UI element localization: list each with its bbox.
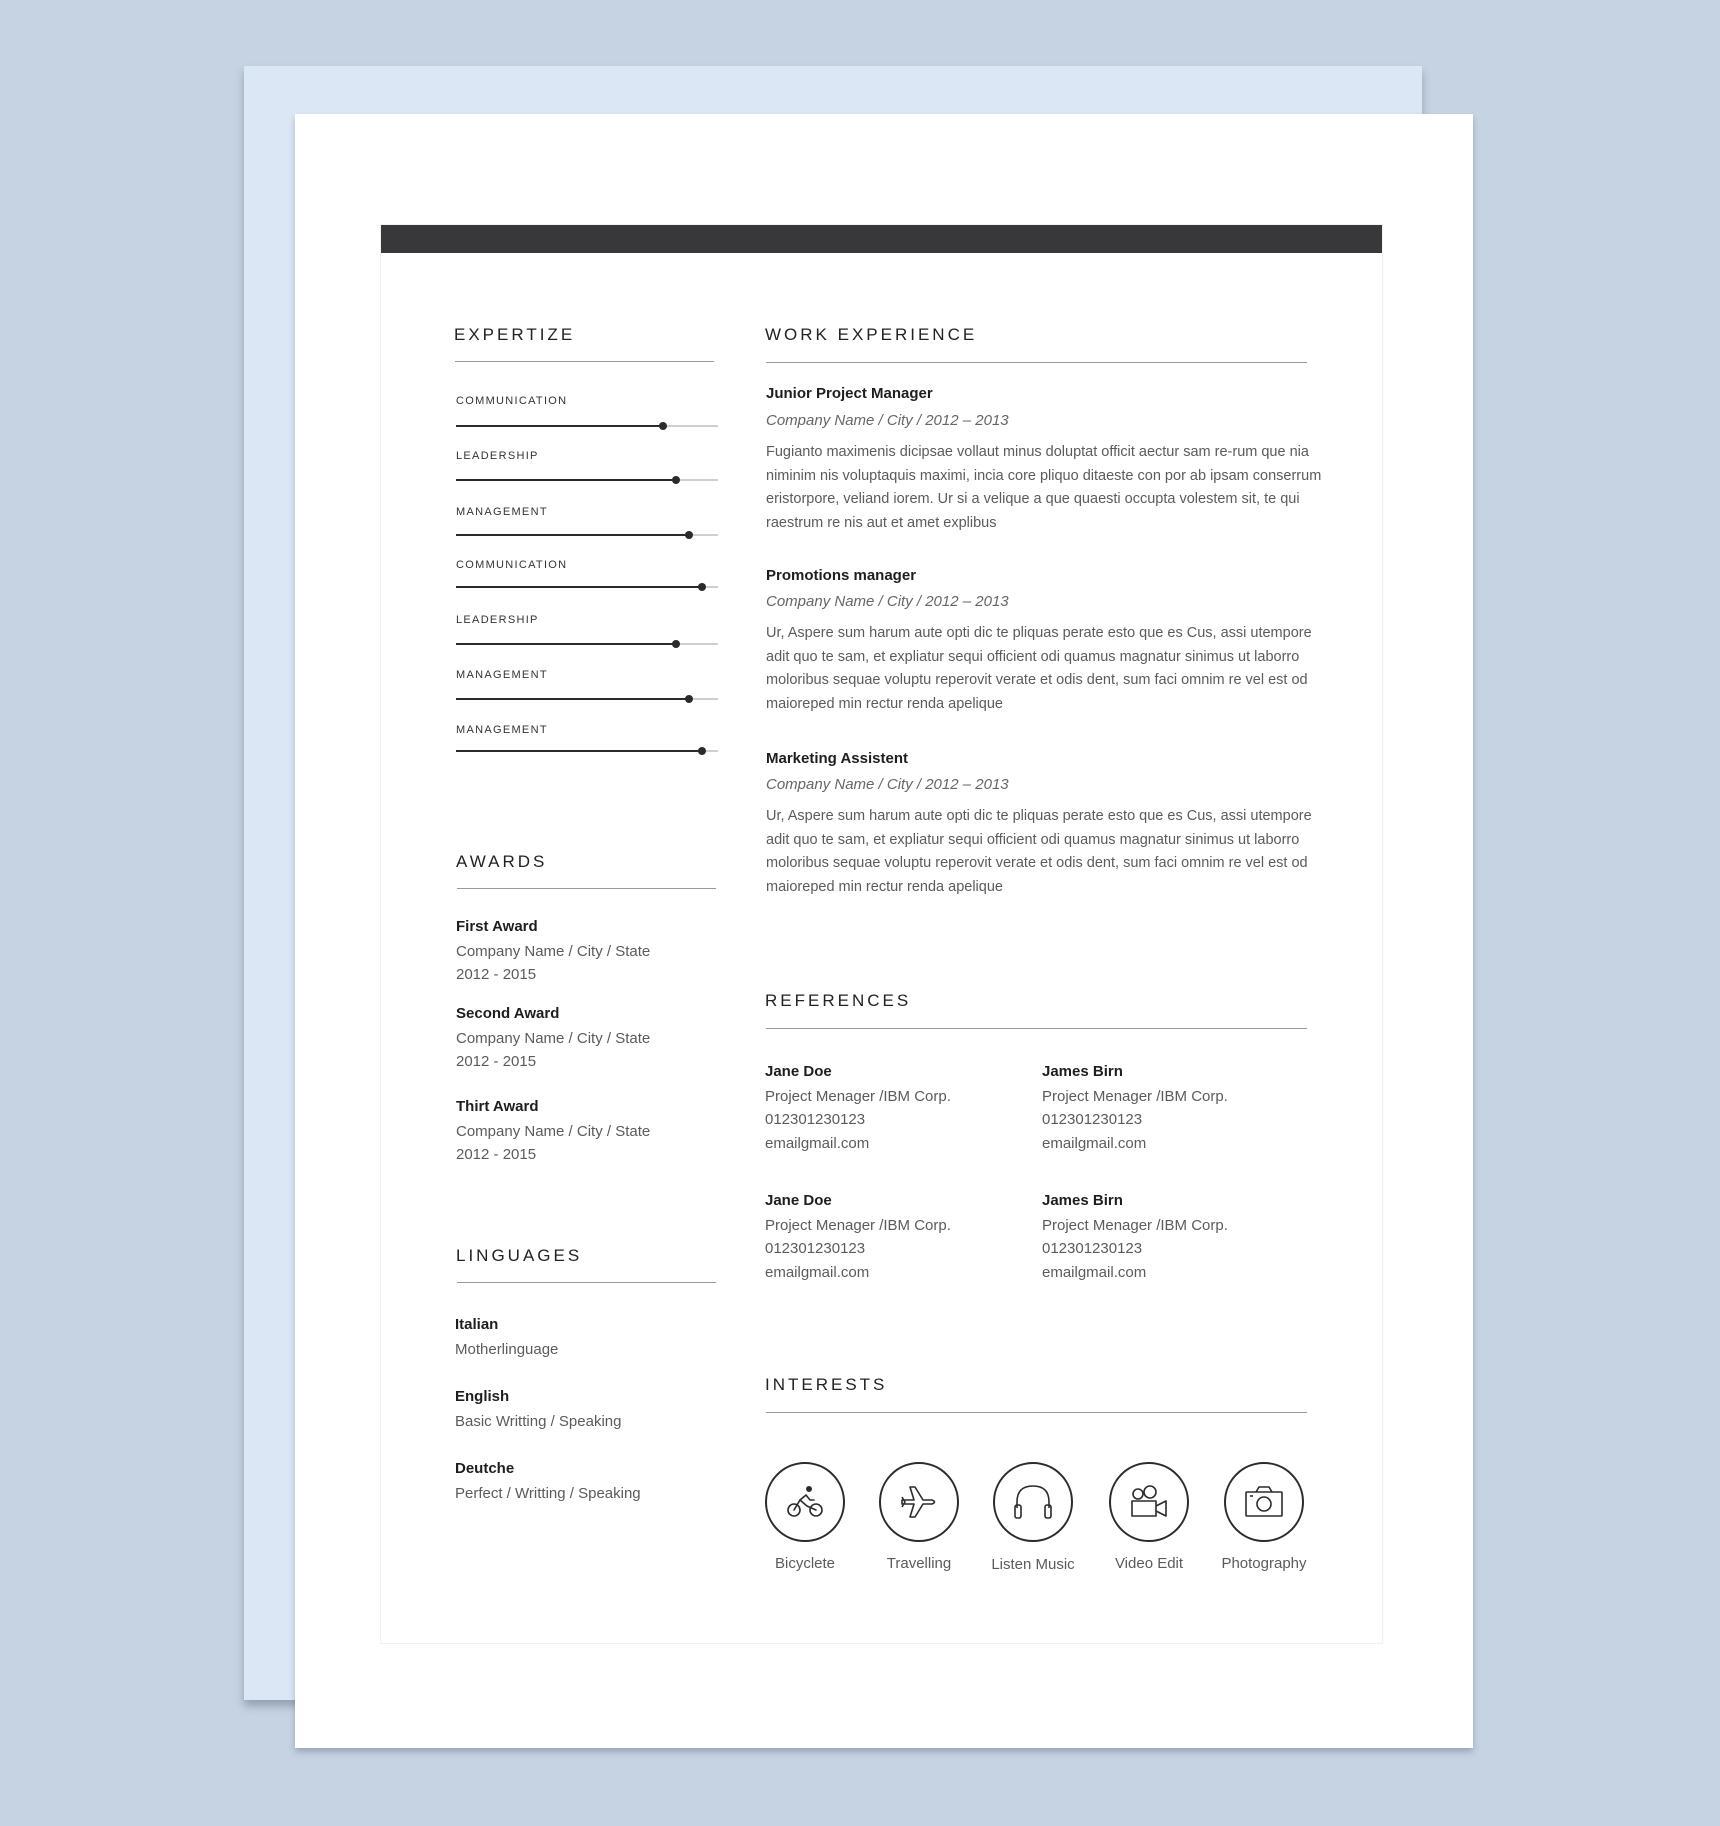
skill-bar-handle — [659, 422, 667, 430]
interest-label: Video Edit — [1114, 1555, 1184, 1572]
skill-bar-fill — [456, 425, 663, 427]
references-heading: REFERENCES — [765, 991, 912, 1010]
skill-bar-handle — [672, 476, 680, 484]
job-title: Promotions manager — [766, 567, 917, 584]
job-description: Fugianto maximenis dicipsae vollaut minus doluptat officit aectur sam re-rum que nia niminim nis voluptaquis maximi, incia core pliquo ditaeste con por ab ipsam conserrum eristorpore, veliand iorem. Ur si a velique a que quaesti occupta volestem sit, te qui raestrum re nis aut et amet explibus — [766, 444, 1322, 531]
interest-label: Listen Music — [991, 1556, 1075, 1573]
reference-name: James Birn — [1042, 1063, 1123, 1080]
language-level: Motherlinguage — [455, 1341, 559, 1358]
reference-phone: 012301230123 — [1042, 1111, 1143, 1128]
skill-bar-handle — [685, 531, 693, 539]
job-company: Company Name / City / 2012 – 2013 — [766, 776, 1009, 793]
reference-name: James Birn — [1042, 1192, 1123, 1209]
award-title: Second Award — [456, 1005, 560, 1022]
skill-label: MANAGEMENT — [456, 724, 548, 736]
reference-email: emailgmail.com — [1042, 1264, 1147, 1281]
skill-label: LEADERSHIP — [456, 450, 539, 462]
reference-role: Project Menager /IBM Corp. — [1042, 1088, 1228, 1105]
header-bar — [381, 225, 1382, 253]
language-name: Italian — [455, 1316, 499, 1333]
skill-bar-fill — [456, 750, 702, 752]
skill-bar — [456, 586, 718, 588]
skill-bar-fill — [456, 586, 702, 588]
resume-content — [380, 224, 1383, 1644]
award-company: Company Name / City / State — [456, 1123, 651, 1140]
language-level: Perfect / Writting / Speaking — [455, 1485, 641, 1502]
reference-name: Jane Doe — [765, 1192, 832, 1209]
awards-rule — [457, 888, 716, 889]
reference-email: emailgmail.com — [765, 1135, 870, 1152]
reference-phone: 012301230123 — [765, 1240, 866, 1257]
job-title: Marketing Assistent — [766, 750, 908, 767]
reference-phone: 012301230123 — [765, 1111, 866, 1128]
language-name: English — [455, 1388, 510, 1405]
interest-label: Travelling — [886, 1555, 952, 1572]
skill-bar-handle — [698, 583, 706, 591]
reference-role: Project Menager /IBM Corp. — [765, 1217, 951, 1234]
reference-role: Project Menager /IBM Corp. — [765, 1088, 951, 1105]
bicycle-icon — [765, 1462, 845, 1542]
job-company: Company Name / City / 2012 – 2013 — [766, 412, 1009, 429]
award-years: 2012 - 2015 — [456, 1146, 537, 1163]
award-title: First Award — [456, 918, 538, 935]
skill-bar — [456, 479, 718, 481]
expertize-rule — [455, 361, 714, 362]
skill-bar-fill — [456, 698, 689, 700]
skill-bar-handle — [685, 695, 693, 703]
interests-heading: INTERESTS — [765, 1375, 888, 1394]
skill-bar — [456, 750, 718, 752]
skill-label: LEADERSHIP — [456, 614, 539, 626]
job-company: Company Name / City / 2012 – 2013 — [766, 593, 1009, 610]
skill-bar-handle — [698, 747, 706, 755]
work-experience-rule — [766, 362, 1307, 363]
skill-bar — [456, 643, 718, 645]
skill-label: MANAGEMENT — [456, 506, 548, 518]
language-level: Basic Writting / Speaking — [455, 1413, 622, 1430]
skill-label: MANAGEMENT — [456, 669, 548, 681]
award-years: 2012 - 2015 — [456, 966, 537, 983]
reference-email: emailgmail.com — [1042, 1135, 1147, 1152]
references-rule — [766, 1028, 1307, 1029]
skill-bar-fill — [456, 479, 676, 481]
awards-heading: AWARDS — [456, 852, 548, 871]
interest-label: Bicyclete — [774, 1555, 836, 1572]
skill-bar-handle — [672, 640, 680, 648]
skill-bar-fill — [456, 643, 676, 645]
award-company: Company Name / City / State — [456, 1030, 651, 1047]
award-years: 2012 - 2015 — [456, 1053, 537, 1070]
job-description: Ur, Aspere sum harum aute opti dic te pliquas perate esto que es Cus, assi utempore adit quo te sam, et expliatur sequi officient odi quamus magnatur sinimus ut laborro moloribus sequae voluptu reperovit verate et odis dent, sum faci omnim re vel est od maioreped min rectur renda apelique — [766, 625, 1312, 712]
languages-rule — [457, 1282, 716, 1283]
interest-label: Photography — [1221, 1555, 1307, 1572]
skill-label: COMMUNICATION — [456, 559, 568, 571]
language-name: Deutche — [455, 1460, 515, 1477]
skill-bar — [456, 698, 718, 700]
headphones-icon — [993, 1462, 1073, 1542]
reference-role: Project Menager /IBM Corp. — [1042, 1217, 1228, 1234]
skill-bar — [456, 425, 718, 427]
skill-bar-fill — [456, 534, 689, 536]
expertize-heading: EXPERTIZE — [454, 325, 576, 344]
airplane-icon — [879, 1462, 959, 1542]
job-title: Junior Project Manager — [766, 385, 933, 402]
reference-name: Jane Doe — [765, 1063, 832, 1080]
award-title: Thirt Award — [456, 1098, 539, 1115]
reference-phone: 012301230123 — [1042, 1240, 1143, 1257]
video-camera-icon — [1109, 1462, 1189, 1542]
languages-heading: LINGUAGES — [456, 1246, 583, 1265]
reference-email: emailgmail.com — [765, 1264, 870, 1281]
resume-page — [295, 114, 1473, 1748]
skill-bar — [456, 534, 718, 536]
award-company: Company Name / City / State — [456, 943, 651, 960]
skill-label: COMMUNICATION — [456, 395, 568, 407]
interests-rule — [766, 1412, 1307, 1413]
job-description: Ur, Aspere sum harum aute opti dic te pliquas perate esto que es Cus, assi utempore adit quo te sam, et expliatur sequi officient odi quamus magnatur sinimus ut laborro moloribus sequae voluptu reperovit verate et odis dent, sum faci omnim re vel est od maioreped min rectur renda apelique — [766, 808, 1312, 895]
work-experience-heading: WORK EXPERIENCE — [765, 325, 978, 344]
camera-icon — [1224, 1462, 1304, 1542]
